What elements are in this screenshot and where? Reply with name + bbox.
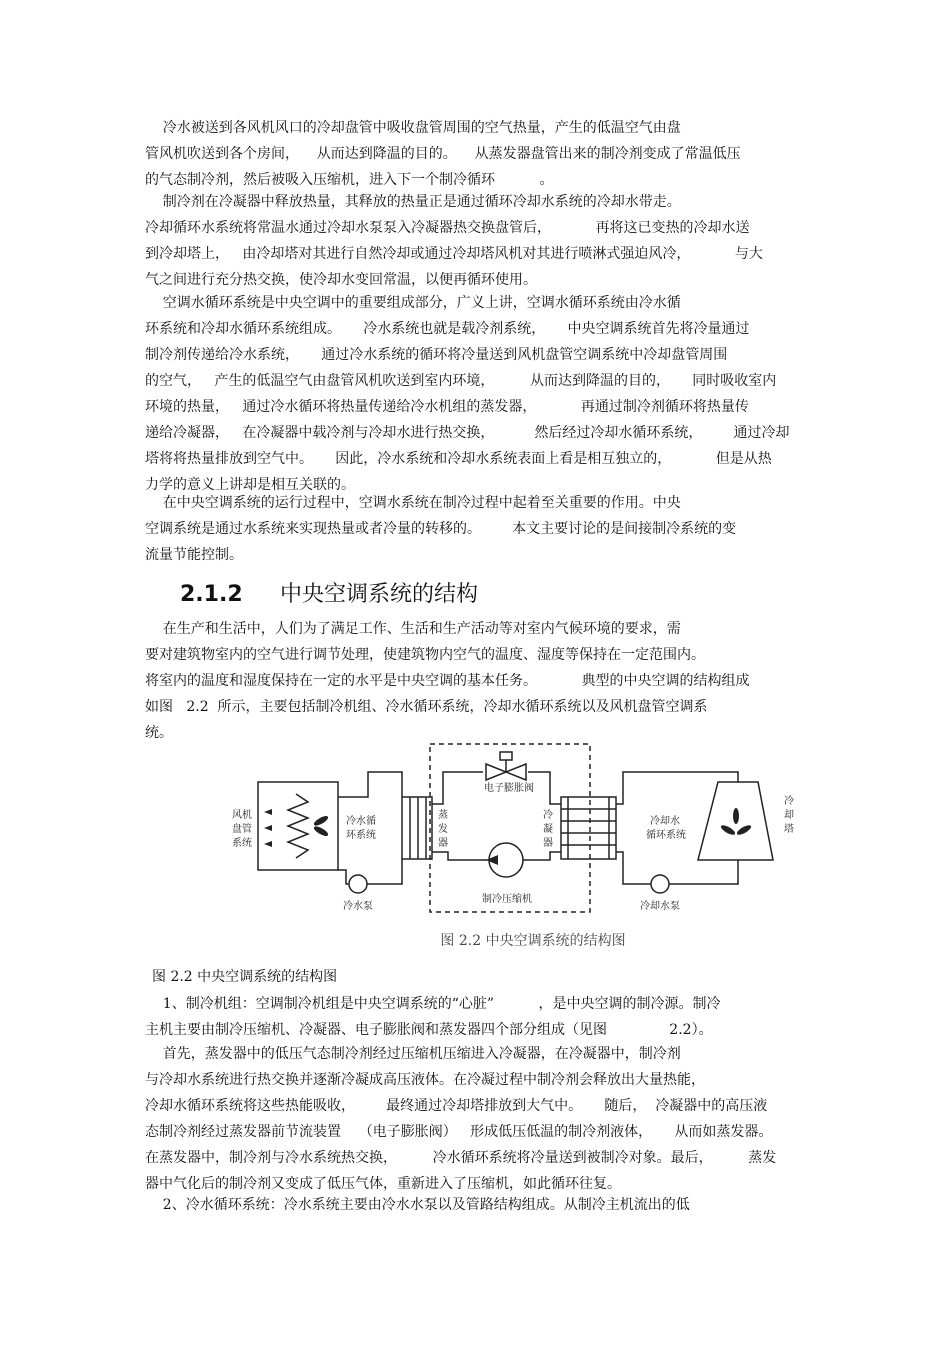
- cooling-pump-outlet-pipe: [669, 860, 738, 884]
- fan-coil-label-1: 风机: [232, 810, 252, 821]
- text-line: 将室内的温度和湿度保持在一定的水平是中央空调的基本任务。 典型的中央空调的结构组成: [145, 673, 750, 689]
- text-line: 冷却循环水系统将常温水通过冷却水泵泵入冷凝器热交换盘管后， 再将这已变热的冷却水送: [145, 220, 750, 236]
- paragraph-chilled-water-intro: [145, 115, 805, 193]
- condenser-exchanger: [561, 797, 616, 859]
- coil-zigzag: [288, 794, 308, 858]
- text-line: 到冷却塔上， 由冷却塔对其进行自然冷却或通过冷却塔风机对其进行喷淋式强迫风冷， 与大: [145, 246, 763, 262]
- tower-label-2: 却: [784, 810, 794, 821]
- cw-loop-label-2: 循环系统: [646, 830, 686, 841]
- tower-label-1: 冷: [784, 796, 794, 807]
- text-line: 管风机吹送到各个房间， 从而达到降温的目的。 从蒸发器盘管出来的制冷剂变成了常温低压: [145, 146, 741, 162]
- cw-loop-label-1: 冷却水: [650, 816, 680, 827]
- expansion-valve-symbol: [486, 764, 506, 780]
- text-line: 制冷剂传递给冷水系统， 通过冷水系统的循环将冷量送到风机盘管空调系统中冷却盘管周围: [145, 347, 728, 363]
- text-line: 统。: [145, 725, 173, 741]
- paragraph-refrigeration-cycle: [145, 1041, 805, 1197]
- section-heading: [180, 577, 478, 608]
- condenser-label-3: 器: [543, 838, 553, 849]
- fan-coil-label-3: 系统: [232, 838, 252, 849]
- text-line: 空调水循环系统是中央空调中的重要组成部分，广义上讲，空调水循环系统由冷水循: [145, 295, 681, 311]
- text-line: 环境的热量， 通过冷水循环将热量传递给冷水机组的蒸发器， 再通过制冷剂循环将热量传: [145, 399, 749, 415]
- expansion-valve-label: 电子膨胀阀: [484, 783, 534, 794]
- refrigeration-unit-boundary: [430, 744, 590, 912]
- text-line: 态制冷剂经过蒸发器前节流装置 （电子膨胀阀） 形成低压低温的制冷剂液体， 从而如蒸发器。: [145, 1124, 773, 1140]
- text-line: 1、制冷机组：空调制冷机组是中央空调系统的“心脏” ，是中央空调的制冷源。制冷: [145, 996, 721, 1012]
- text-line: 如图 2.2 所示，主要包括制冷机组、冷水循环系统，冷却水循环系统以及风机盘管空调系: [145, 699, 708, 715]
- text-line: 流量节能控制。: [145, 547, 243, 563]
- chilled-pump-outlet-pipe: [367, 859, 402, 884]
- evaporator-exchanger: [402, 797, 432, 859]
- condenser-label-2: 凝: [543, 824, 553, 835]
- evaporator-label-1: 蒸: [438, 810, 448, 821]
- text-line: 在蒸发器中，制冷剂与冷水系统热交换， 冷水循环系统将冷量送到被制冷对象。最后， 蒸发: [145, 1150, 777, 1166]
- evaporator-label-3: 器: [438, 838, 448, 849]
- text-line: 递给冷凝器， 在冷凝器中载冷剂与冷却水进行热交换， 然后经过冷却水循环系统， 通过冷却: [145, 425, 790, 441]
- chilled-water-pump-symbol: [349, 875, 367, 893]
- refrigerant-bottom-pipe-right: [523, 852, 561, 860]
- figure-caption-in-image: 图 2.2 中央空调系统的结构图: [440, 933, 626, 949]
- paragraph-structure: [145, 616, 805, 746]
- hvac-diagram: [228, 742, 838, 960]
- text-line: 塔将将热量排放到空气中。 因此，冷水系统和冷却水系统表面上看是相互独立的， 但是从热: [145, 451, 772, 467]
- text-line: 器中气化后的制冷剂又变成了低压气体，重新进入了压缩机，如此循环往复。: [145, 1176, 621, 1192]
- tower-label-3: 塔: [784, 824, 794, 835]
- text-line: 气之间进行充分热交换，使冷却水变回常温，以便再循环使用。: [145, 272, 537, 288]
- condenser-label-1: 冷: [543, 810, 553, 821]
- section-number: 2.1.2: [180, 582, 243, 607]
- cooling-water-pump-symbol: [651, 875, 669, 893]
- text-line: 制冷剂在冷凝器中释放热量，其释放的热量正是通过循环冷却水系统的冷却水带走。: [145, 194, 681, 210]
- text-line: 2、冷水循环系统：冷水系统主要由冷水水泵以及管路结构组成。从制冷主机流出的低: [145, 1197, 690, 1213]
- refrigerant-top-pipe: [432, 772, 483, 804]
- cooling-supply-pipe: [616, 772, 738, 804]
- paragraph-water-circulation: [145, 290, 805, 498]
- text-line: 力学的意义上讲却是相互关联的。: [145, 477, 355, 493]
- chw-loop-label-2: 环系统: [346, 830, 376, 841]
- chw-pump-label: 冷水泵: [343, 901, 373, 912]
- paragraph-operation: [145, 490, 805, 568]
- text-line: 在生产和生活中，人们为了满足工作、生活和生产活动等对室内气候环境的要求，需: [145, 621, 681, 637]
- text-line: 的空气， 产生的低温空气由盘管风机吹送到室内环境， 从而达到降温的目的， 同时吸收室内: [145, 373, 777, 389]
- hvac-structure-figure: [228, 742, 838, 960]
- paragraph-refrigerant-condenser: [145, 189, 805, 293]
- text-line: 首先，蒸发器中的低压气态制冷剂经过压缩机压缩进入冷凝器，在冷凝器中，制冷剂: [145, 1046, 681, 1062]
- compressor-label: 制冷压缩机: [482, 894, 532, 905]
- refrigerant-bottom-pipe: [432, 852, 489, 860]
- chw-loop-label-1: 冷水循: [346, 816, 376, 827]
- cooling-return-pipe: [616, 852, 651, 884]
- text-line: 要对建筑物室内的空气进行调节处理，使建筑物内空气的温度、湿度等保持在一定范围内。: [145, 647, 705, 663]
- section-title: 中央空调系统的结构: [280, 582, 479, 607]
- fan-coil-label-2: 盘管: [232, 824, 252, 835]
- paragraph-chilled-water-system: [145, 1192, 805, 1218]
- text-line: 环系统和冷却水循环系统组成。 冷水系统也就是载冷剂系统， 中央空调系统首先将冷量通过: [145, 321, 750, 337]
- evaporator-label-2: 发: [438, 824, 448, 835]
- chilled-supply-pipe: [338, 772, 402, 797]
- text-line: 主机主要由制冷压缩机、冷凝器、电子膨胀阀和蒸发器四个部分组成（见图 2.2）。: [145, 1022, 713, 1038]
- text-line: 在中央空调系统的运行过程中，空调水系统在制冷过程中起着至关重要的作用。中央: [145, 495, 681, 511]
- text-line: 的气态制冷剂，然后被吸入压缩机，进入下一个制冷循环 。: [145, 172, 554, 188]
- text-line: 冷水被送到各风机风口的冷却盘管中吸收盘管周围的空气热量，产生的低温空气由盘: [145, 120, 681, 136]
- chilled-return-pipe: [338, 870, 349, 884]
- paragraph-refrigeration-unit: [145, 991, 805, 1043]
- text-line: 与冷却水系统进行热交换并逐渐冷凝成高压液体。在冷凝过程中制冷剂会释放出大量热能，: [145, 1072, 705, 1088]
- text-line: 冷却水循环系统将这些热能吸收， 最终通过冷却塔排放到大气中。 随后， 冷凝器中的高压液: [145, 1098, 768, 1114]
- text-line: 空调系统是通过水系统来实现热量或者冷量的转移的。 本文主要讨论的是间接制冷系统的变: [145, 521, 737, 537]
- cw-pump-label: 冷却水泵: [640, 901, 680, 912]
- figure-caption: 图 2.2 中央空调系统的结构图: [152, 969, 338, 985]
